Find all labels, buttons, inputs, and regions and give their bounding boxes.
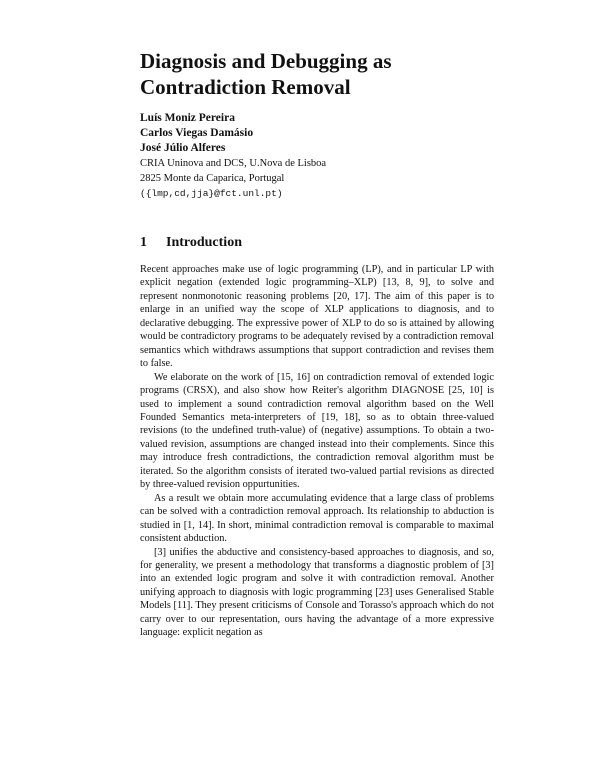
body-paragraph: As a result we obtain more accumulating evidence that a large class of problems can be solved with a contradiction removal approach. Its relationship to abduction is studied in [1, 14]. In short, minimal contradiction removal is comparable to maximal consistent abduction. <box>140 492 494 545</box>
affiliation-line: CRIA Uninova and DCS, U.Nova de Lisboa <box>140 158 327 169</box>
affiliation-line: 2825 Monte da Caparica, Portugal <box>140 173 285 184</box>
section-number: 1 <box>140 235 147 250</box>
body-paragraph: We elaborate on the work of [15, 16] on contradiction removal of extended logic programs (CRSX), and also show how Reiter's algorithm DIAGNOSE [25, 10] is used to implement a sound contradiction removal algorithm based on the Well Founded Semantics meta-interpreters of [19, 18], so as to obtain three-valued revisions (to the undefined truth-value) of (negative) assumptions. To obtain a two-valued revision, assumptions are changed instead into their complements. Since this may introduce fresh contradictions, the contradiction removal algorithm must be iterated. So the algorithm consists of iterated two-valued partial revisions as directed by three-valued revision oppurtunities. <box>140 371 494 491</box>
author-block <box>140 111 500 201</box>
body-paragraph: [3] unifies the abductive and consistency-based approaches to diagnosis, and so, for generality, we present a methodology that transforms a diagnostic problem of [3] into an extended logic program and solve it with contradiction removal. Another unifying approach to diagnosis with logic programming [23] uses Generalised Stable Models [11]. They present criticisms of Console and Torasso's approach which do not carry over to our representation, ours having the advantage of a more expressive language: explicit negation as <box>140 546 494 639</box>
paper-title: Diagnosis and Debugging as Contradiction Removal <box>140 49 392 99</box>
author-name: Luís Moniz Pereira <box>140 112 235 124</box>
section-body <box>140 263 494 640</box>
author-name: Carlos Viegas Damásio <box>140 127 254 139</box>
body-paragraph: Recent approaches make use of logic programming (LP), and in particular LP with explicit negation (extended logic programming–XLP) [13, 8, 9], to solve and represent nonmonotonic reasoning problems [20, 17]. The aim of this paper is to enlarge in an unified way the scope of XLP applications to diagnosis, and to declarative debugging. The expressive power of XLP to do so is attained by allowing would be contradictory programs to be adequately revised by a contradiction removal semantics which withdraws assumptions that support contradiction and revises them to false. <box>140 264 494 370</box>
section-title: Introduction <box>166 235 242 250</box>
author-name: José Júlio Alferes <box>140 142 226 154</box>
section-heading <box>140 234 500 252</box>
author-email: ({lmp,cd,jja}@fct.unl.pt) <box>140 188 283 199</box>
